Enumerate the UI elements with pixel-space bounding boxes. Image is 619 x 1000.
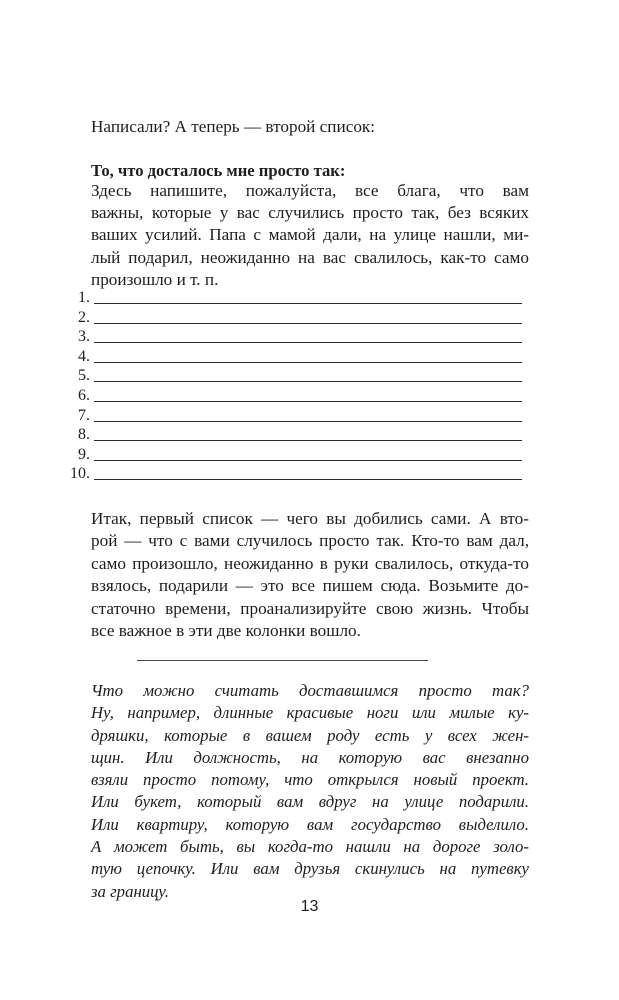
- note-line: взяли просто потому, что открылся новый проект.: [91, 770, 529, 790]
- blank-line[interactable]: [94, 460, 522, 461]
- summary-line: само произошло, неожиданно в руки свалилось, откуда-то: [91, 553, 529, 573]
- instruction-paragraph: [66, 180, 529, 291]
- blank-line[interactable]: [94, 421, 522, 422]
- list-item: [66, 425, 526, 445]
- note-line: за границу.: [91, 881, 169, 901]
- blank-line[interactable]: [94, 479, 522, 480]
- list-item: [66, 308, 526, 328]
- list-number: 6.: [78, 386, 90, 404]
- list-number: 4.: [78, 347, 90, 365]
- instruction-line: Здесь напишите, пожалуйста, все блага, что вам: [91, 181, 529, 200]
- note-line: Что можно считать доставшимся просто так?: [91, 681, 529, 700]
- note-line: А может быть, вы когда-то нашли на дороге золо-: [91, 837, 529, 857]
- list-item: [66, 445, 526, 465]
- summary-line: взялось, подарили — это все пишем сюда. Возьмите до-: [91, 576, 529, 596]
- note-paragraph: [66, 680, 529, 903]
- instruction-line: ваших усилий. Папа с мамой дали, на улице нашли, ми-: [91, 225, 529, 245]
- intro-text: Написали? А теперь — второй список:: [91, 117, 376, 136]
- blank-line[interactable]: [94, 342, 522, 343]
- list-item: [66, 366, 526, 386]
- list-number: 9.: [78, 445, 90, 463]
- list-item: [66, 464, 526, 484]
- page-number: 13: [300, 898, 319, 915]
- summary-paragraph: [66, 508, 529, 642]
- intro-paragraph: [66, 116, 529, 138]
- blank-line[interactable]: [94, 303, 522, 304]
- divider: [137, 660, 428, 661]
- list-item: [66, 406, 526, 426]
- list-number: 7.: [78, 406, 90, 424]
- note-line: тую цепочку. Или вам друзья скинулись на путевку: [91, 859, 529, 879]
- list-number: 10.: [70, 465, 90, 483]
- list-number: 8.: [78, 426, 90, 444]
- blank-line[interactable]: [94, 323, 522, 324]
- summary-line: статочно времени, проанализируйте свою жизнь. Чтобы: [91, 598, 529, 618]
- note-line: щин. Или должность, на которую вас внезапно: [91, 747, 529, 767]
- summary-line: рой — что с вами случилось просто так. Кто-то вам дал,: [91, 531, 529, 551]
- list-item: [66, 327, 526, 347]
- note-line: дряшки, которые в вашем роду есть у всех жен-: [91, 725, 529, 745]
- instruction-line: произошло и т. п.: [91, 269, 219, 289]
- list-number: 1.: [78, 289, 90, 306]
- list-item: [66, 386, 526, 406]
- note-line: Или букет, который вам вдруг на улице подарили.: [91, 792, 529, 812]
- blank-line[interactable]: [94, 440, 522, 441]
- blank-line[interactable]: [94, 381, 522, 382]
- instruction-line: лый подарил, неожиданно на вас свалилось, как-то само: [91, 247, 529, 267]
- instruction-line: важны, которые у вас случились просто так, без всяких: [91, 203, 529, 223]
- heading-text: То, что досталось мне просто так:: [91, 161, 346, 180]
- note-line: Или квартиру, которую вам государство выделило.: [91, 814, 529, 834]
- list-number: 2.: [78, 308, 90, 326]
- summary-line: Итак, первый список — чего вы добились сами. А вто-: [91, 509, 529, 528]
- list-number: 3.: [78, 328, 90, 346]
- list-number: 5.: [78, 367, 90, 385]
- section-heading: [91, 160, 531, 182]
- blank-line[interactable]: [94, 401, 522, 402]
- summary-line: все важное в эти две колонки вошло.: [91, 621, 361, 641]
- list-item: [66, 288, 526, 308]
- note-line: Ну, например, длинные красивые ноги или милые ку-: [91, 703, 529, 723]
- list-item: [66, 347, 526, 367]
- fill-in-list: [66, 288, 526, 484]
- blank-line[interactable]: [94, 362, 522, 363]
